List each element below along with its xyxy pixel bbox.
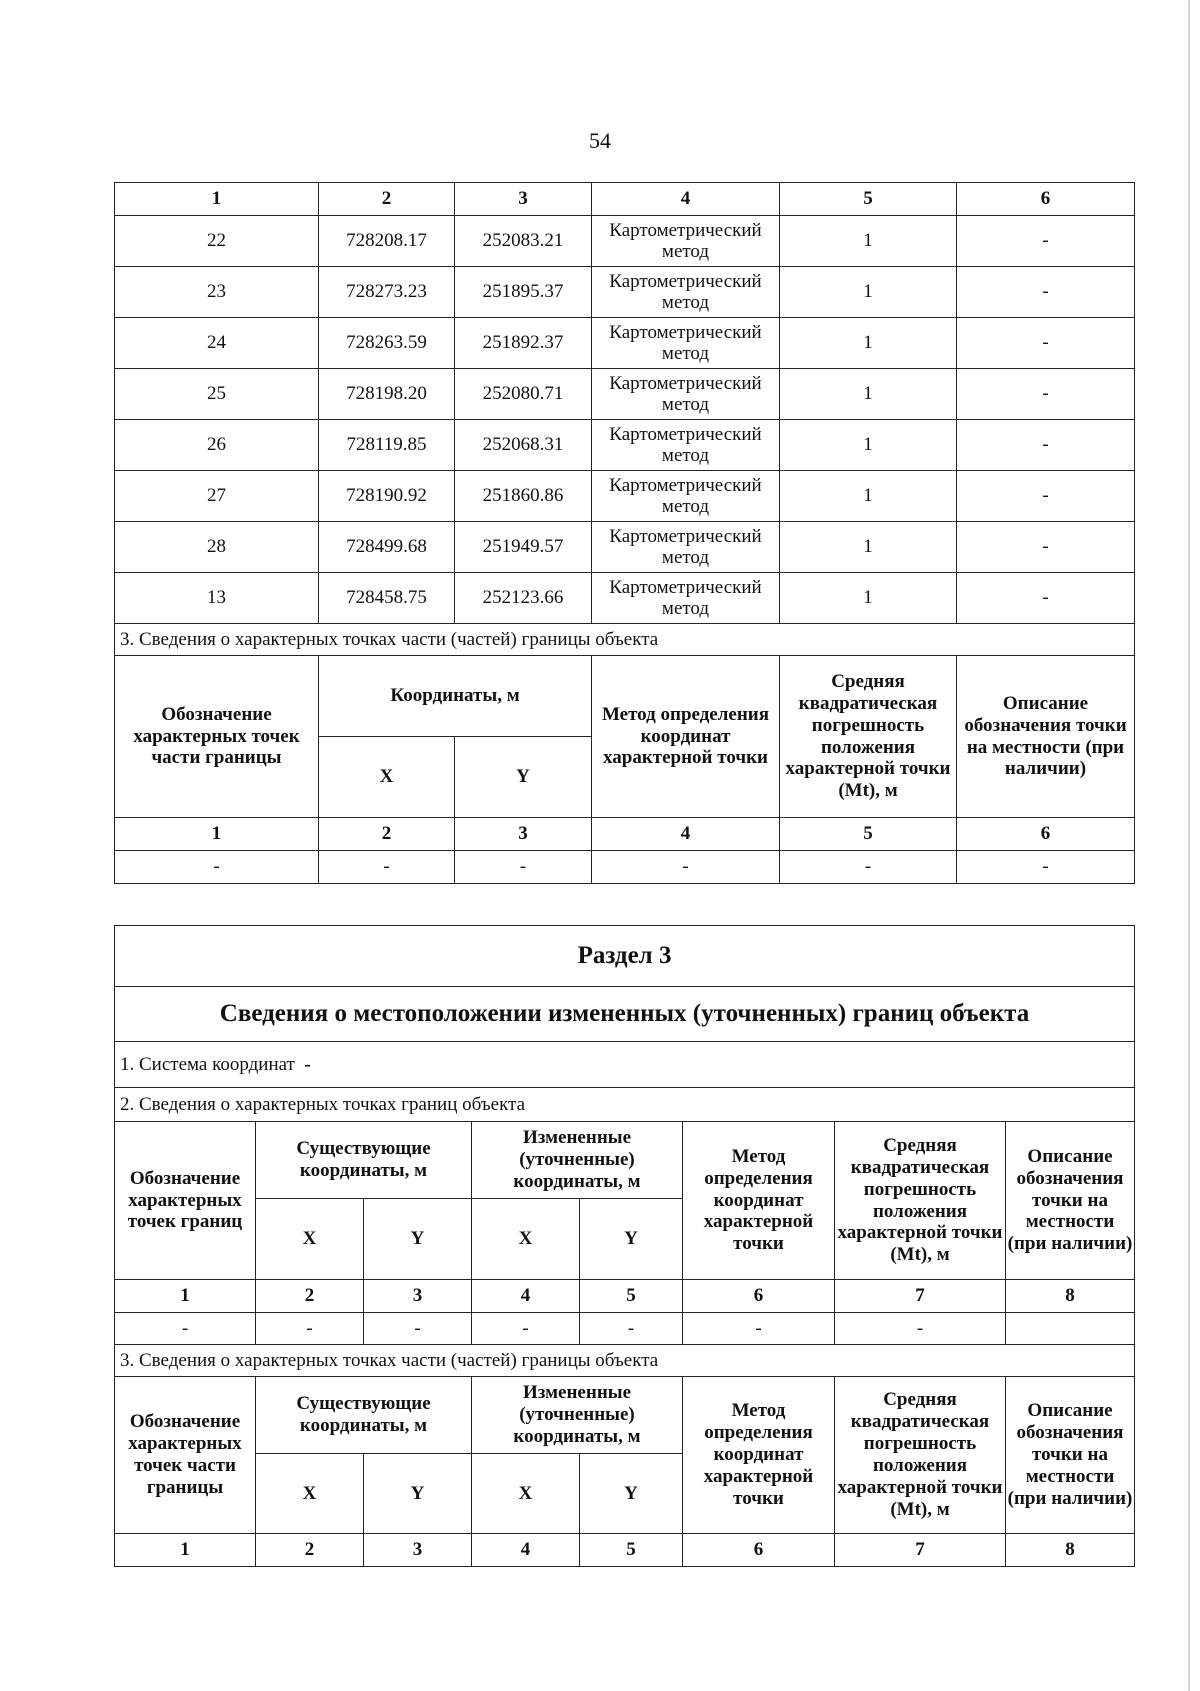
column-number: 2 (319, 183, 455, 216)
section-subtitle: Сведения о местоположении измененных (уточненных) границ объекта (115, 987, 1135, 1042)
method: Картометрический метод (592, 369, 780, 420)
column-number-row (115, 818, 1135, 851)
empty-cell: - (580, 1313, 683, 1345)
header-x: X (319, 737, 455, 818)
header-method: Метод определения координат характерной точки (592, 656, 780, 818)
empty-cell: - (256, 1313, 364, 1345)
coord-x: 728208.17 (319, 216, 455, 267)
point-designation: 27 (115, 471, 319, 522)
table-row (115, 267, 1135, 318)
coord-y: 252068.31 (455, 420, 592, 471)
column-number: 2 (319, 818, 455, 851)
column-number: 7 (835, 1534, 1006, 1567)
column-number: 5 (780, 183, 957, 216)
table-row (115, 851, 1135, 884)
header-description: Описание обозначения точки на местности (при наличии) (1006, 1377, 1135, 1534)
header-coordinates: Координаты, м (319, 656, 592, 737)
section-title: Раздел 3 (115, 926, 1135, 987)
header-x: X (472, 1454, 580, 1534)
coord-y: 251949.57 (455, 522, 592, 573)
table-row (115, 216, 1135, 267)
boundary-points-table (114, 182, 1135, 884)
column-number: 3 (364, 1280, 472, 1313)
empty-cell: - (455, 851, 592, 884)
mt-value: 1 (780, 267, 957, 318)
description: - (957, 369, 1135, 420)
column-number: 4 (592, 183, 780, 216)
header-method: Метод определения координат характерной точки (683, 1377, 835, 1534)
empty-cell: - (364, 1313, 472, 1345)
header-x: X (256, 1199, 364, 1280)
mt-value: 1 (780, 369, 957, 420)
coord-x: 728198.20 (319, 369, 455, 420)
coord-system-row (115, 1042, 1135, 1088)
page-number: 54 (589, 128, 611, 153)
header-y: Y (455, 737, 592, 818)
empty-cell: - (683, 1313, 835, 1345)
coord-x: 728273.23 (319, 267, 455, 318)
header-y: Y (580, 1199, 683, 1280)
column-number: 3 (455, 183, 592, 216)
method: Картометрический метод (592, 216, 780, 267)
coord-x: 728458.75 (319, 573, 455, 624)
method: Картометрический метод (592, 318, 780, 369)
method: Картометрический метод (592, 573, 780, 624)
mt-value: 1 (780, 216, 957, 267)
table-row (115, 471, 1135, 522)
column-number: 7 (835, 1280, 1006, 1313)
description: - (957, 267, 1135, 318)
header-designation: Обозначение характерных точек части границы (115, 1377, 256, 1534)
method: Картометрический метод (592, 420, 780, 471)
part-header-row (115, 656, 1135, 737)
table-row (115, 522, 1135, 573)
table-row (115, 1313, 1135, 1345)
method: Картометрический метод (592, 471, 780, 522)
scan-edge-line (1188, 0, 1190, 1691)
description: - (957, 216, 1135, 267)
point-designation: 24 (115, 318, 319, 369)
header-designation: Обозначение характерных точек части границы (115, 656, 319, 818)
column-number: 1 (115, 1280, 256, 1313)
part-header-row (115, 1377, 1135, 1454)
column-number: 3 (455, 818, 592, 851)
header-mt: Средняя квадратическая погрешность положения характерной точки (Mt), м (780, 656, 957, 818)
table-row (115, 369, 1135, 420)
header-y: Y (580, 1454, 683, 1534)
coord-system-value: - (304, 1053, 311, 1075)
table-row (115, 573, 1135, 624)
header-changed-coords: Измененные (уточненные) координаты, м (472, 1377, 683, 1454)
table-row (115, 420, 1135, 471)
empty-cell: - (592, 851, 780, 884)
header-method: Метод определения координат характерной точки (683, 1122, 835, 1280)
column-number-row (115, 1280, 1135, 1313)
column-number-row (115, 183, 1135, 216)
column-number: 6 (957, 818, 1135, 851)
empty-cell (1006, 1313, 1135, 1345)
header-description: Описание обозначения точки на местности (при наличии) (957, 656, 1135, 818)
coord-y: 252080.71 (455, 369, 592, 420)
method: Картометрический метод (592, 522, 780, 573)
part-section-title: 3. Сведения о характерных точках части (частей) границы объекта (115, 624, 1135, 656)
column-number: 4 (592, 818, 780, 851)
column-number: 6 (957, 183, 1135, 216)
mt-value: 1 (780, 318, 957, 369)
method: Картометрический метод (592, 267, 780, 318)
point-designation: 25 (115, 369, 319, 420)
header-existing-coords: Существующие координаты, м (256, 1377, 472, 1454)
empty-cell: - (957, 851, 1135, 884)
description: - (957, 420, 1135, 471)
column-number: 3 (364, 1534, 472, 1567)
boundary-header-row (115, 1122, 1135, 1199)
header-changed-coords: Измененные (уточненные) координаты, м (472, 1122, 683, 1199)
column-number: 6 (683, 1534, 835, 1567)
column-number: 1 (115, 818, 319, 851)
section-title-row (115, 624, 1135, 656)
header-y: Y (364, 1454, 472, 1534)
column-number-row (115, 1534, 1135, 1567)
coord-y: 252123.66 (455, 573, 592, 624)
coord-x: 728263.59 (319, 318, 455, 369)
coord-y: 251892.37 (455, 318, 592, 369)
coord-x: 728190.92 (319, 471, 455, 522)
empty-cell: - (780, 851, 957, 884)
description: - (957, 471, 1135, 522)
coord-y: 251860.86 (455, 471, 592, 522)
coord-system-label: 1. Система координат (120, 1053, 295, 1075)
empty-cell: - (319, 851, 455, 884)
header-designation: Обозначение характерных точек границ (115, 1122, 256, 1280)
column-number: 1 (115, 1534, 256, 1567)
column-number: 5 (780, 818, 957, 851)
boundary-title: 2. Сведения о характерных точках границ объекта (115, 1088, 1135, 1122)
header-x: X (256, 1454, 364, 1534)
column-number: 5 (580, 1534, 683, 1567)
header-y: Y (364, 1199, 472, 1280)
empty-cell: - (835, 1313, 1006, 1345)
empty-cell: - (115, 851, 319, 884)
header-mt: Средняя квадратическая погрешность положения характерной точки (Mt), м (835, 1122, 1006, 1280)
point-designation: 13 (115, 573, 319, 624)
empty-cell: - (115, 1313, 256, 1345)
mt-value: 1 (780, 522, 957, 573)
table-row (115, 318, 1135, 369)
description: - (957, 573, 1135, 624)
column-number: 4 (472, 1280, 580, 1313)
description: - (957, 522, 1135, 573)
point-designation: 26 (115, 420, 319, 471)
header-existing-coords: Существующие координаты, м (256, 1122, 472, 1199)
column-number: 4 (472, 1534, 580, 1567)
column-number: 1 (115, 183, 319, 216)
coord-y: 252083.21 (455, 216, 592, 267)
column-number: 5 (580, 1280, 683, 1313)
column-number: 6 (683, 1280, 835, 1313)
description: - (957, 318, 1135, 369)
point-designation: 23 (115, 267, 319, 318)
empty-cell: - (472, 1313, 580, 1345)
mt-value: 1 (780, 420, 957, 471)
point-designation: 28 (115, 522, 319, 573)
mt-value: 1 (780, 573, 957, 624)
column-number: 8 (1006, 1534, 1135, 1567)
header-description: Описание обозначения точки на местности (при наличии) (1006, 1122, 1135, 1280)
header-x: X (472, 1199, 580, 1280)
point-designation: 22 (115, 216, 319, 267)
part-title: 3. Сведения о характерных точках части (частей) границы объекта (115, 1345, 1135, 1377)
coord-y: 251895.37 (455, 267, 592, 318)
column-number: 8 (1006, 1280, 1135, 1313)
mt-value: 1 (780, 471, 957, 522)
column-number: 2 (256, 1534, 364, 1567)
coord-x: 728119.85 (319, 420, 455, 471)
section3-table (114, 925, 1135, 1567)
header-mt: Средняя квадратическая погрешность положения характерной точки (Mt), м (835, 1377, 1006, 1534)
coord-x: 728499.68 (319, 522, 455, 573)
column-number: 2 (256, 1280, 364, 1313)
